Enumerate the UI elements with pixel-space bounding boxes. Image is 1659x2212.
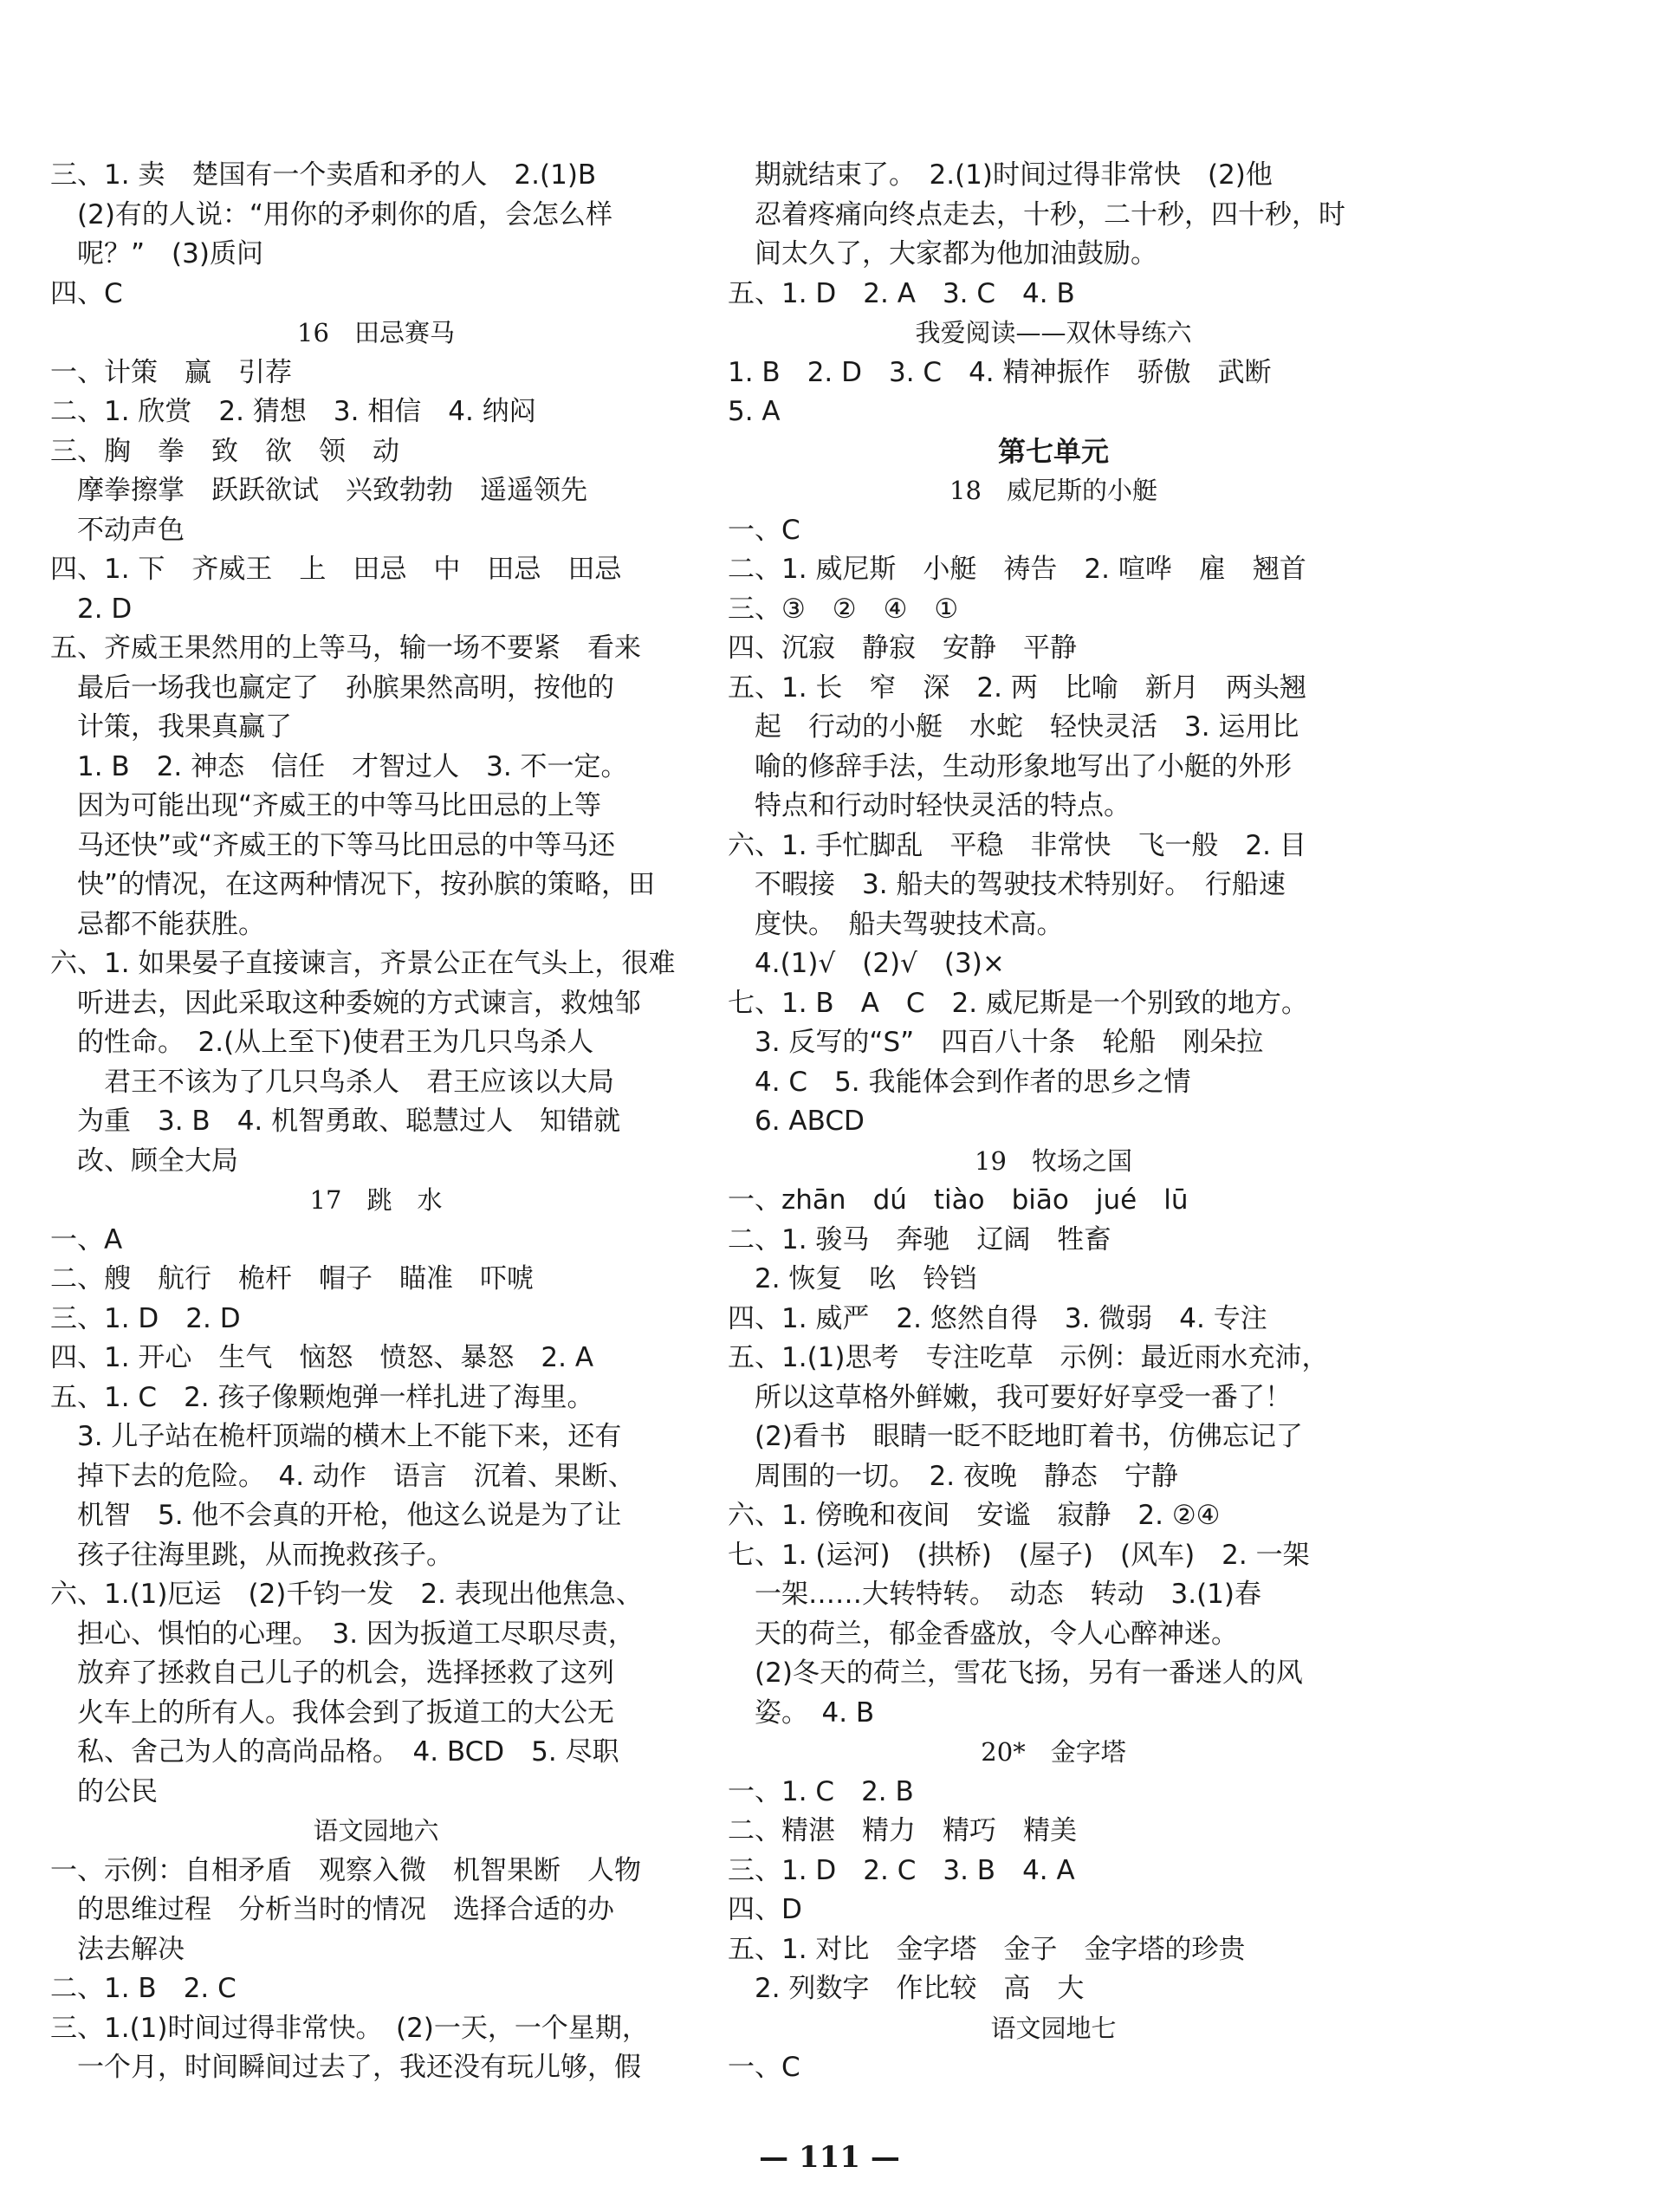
- answer-line: 放弃了拯救自己儿子的机会，选择拯救了这列: [50, 1657, 614, 1689]
- answer-line: 5. A: [728, 396, 781, 427]
- answer-line: 二、1. 骏马 奔驰 辽阔 牲畜: [728, 1223, 1111, 1255]
- answer-line: 二、艘 航行 桅杆 帽子 瞄准 吓唬: [50, 1263, 534, 1294]
- answer-line: 周围的一切。 2. 夜晚 静态 宁静: [728, 1460, 1178, 1492]
- answer-line: 六、1. 手忙脚乱 平稳 非常快 飞一般 2. 目: [728, 829, 1306, 861]
- answer-line: 六、1.(1)厄运 (2)千钧一发 2. 表现出他焦急、: [50, 1579, 643, 1610]
- answer-line: 一、C: [728, 514, 800, 546]
- answer-line: 三、1. D 2. D: [50, 1302, 241, 1334]
- answer-line: 计策，我果真赢了: [50, 711, 292, 743]
- answer-line: 四、D: [728, 1894, 802, 1925]
- answer-line: 一个月，时间瞬间过去了，我还没有玩儿够，假: [50, 2052, 641, 2083]
- left-column: [50, 156, 702, 2088]
- answer-line: 因为可能出现“齐威王的中等马比田忌的上等: [50, 790, 602, 821]
- section-heading: 16 田忌赛马: [297, 318, 455, 347]
- answer-line: 不暇接 3. 船夫的驾驶技术特别好。 行船速: [728, 869, 1286, 900]
- answer-line: 呢？” (3)质问: [50, 238, 263, 269]
- answer-line: 一架……大转特转。 动态 转动 3.(1)春: [728, 1579, 1261, 1610]
- answer-line: 2. 恢复 吆 铃铛: [728, 1263, 977, 1294]
- answer-line: 2. 列数字 作比较 高 大: [728, 1973, 1085, 2004]
- answer-line: 五、齐威王果然用的上等马，输一场不要紧 看来: [50, 632, 641, 664]
- answer-line: 特点和行动时轻快灵活的特点。: [728, 790, 1131, 821]
- answer-line: 法去解决: [50, 1933, 185, 1965]
- answer-line: 六、1. 如果晏子直接谏言，齐景公正在气头上，很难: [50, 948, 676, 979]
- answer-line: 担心、惧怕的心理。 3. 因为扳道工尽职尽责，: [50, 1618, 635, 1650]
- answer-line: 四、沉寂 静寂 安静 平静: [728, 632, 1077, 664]
- answer-line: 不动声色: [50, 514, 185, 546]
- answer-line: 姿。 4. B: [728, 1696, 875, 1729]
- answer-line: 三、胸 拳 致 欲 领 动: [50, 435, 399, 467]
- answer-line: 3. 反写的“S” 四百八十条 轮船 刚朵拉: [728, 1027, 1264, 1058]
- answer-line: 喻的修辞手法，生动形象地写出了小艇的外形: [728, 750, 1292, 782]
- answer-line: 五、1. C 2. 孩子像颗炮弹一样扎进了海里。: [50, 1381, 594, 1413]
- answer-line: 私、舍己为人的高尚品格。 4. BCD 5. 尽职: [50, 1736, 619, 1768]
- answer-line: 忍着疼痛向终点走去，十秒，二十秒，四十秒，时: [728, 198, 1345, 230]
- answer-line: 2. D: [50, 593, 133, 625]
- answer-line: 4.(1)√ (2)√ (3)×: [728, 948, 1005, 979]
- right-column: [728, 156, 1379, 2088]
- answer-line: 6. ABCD: [728, 1106, 865, 1137]
- answer-line: 一、1. C 2. B: [728, 1775, 914, 1807]
- answer-line: 4. C 5. 我能体会到作者的思乡之情: [728, 1066, 1191, 1098]
- answer-line: 的公民: [50, 1775, 158, 1807]
- section-heading: 19 牧场之国: [975, 1145, 1132, 1176]
- answer-line: (2)冬天的荷兰，雪花飞扬，另有一番迷人的风: [728, 1657, 1303, 1689]
- answer-line: 掉下去的危险。 4. 动作 语言 沉着、果断、: [50, 1460, 635, 1492]
- answer-line: 五、1. D 2. A 3. C 4. B: [728, 277, 1075, 309]
- answer-line: 火车上的所有人。我体会到了扳道工的大公无: [50, 1696, 614, 1729]
- answer-line: 听进去，因此采取这种委婉的方式谏言，救烛邹: [50, 987, 641, 1019]
- answer-line: 改、顾全大局: [50, 1145, 238, 1177]
- answer-line: 天的荷兰，郁金香盛放，令人心醉神迷。: [728, 1618, 1238, 1650]
- section-heading: 语文园地六: [313, 1816, 439, 1845]
- answer-line: 1. B 2. D 3. C 4. 精神振作 骄傲 武断: [728, 356, 1272, 388]
- answer-line: 快”的情况，在这两种情况下，按孙膑的策略，田: [50, 869, 656, 900]
- page-number: — 111 —: [759, 2140, 900, 2175]
- answer-line: 四、C: [50, 277, 123, 309]
- answer-line: 君王不该为了几只鸟杀人 君王应该以大局: [50, 1066, 614, 1098]
- answer-line: 七、1. (运河) (拱桥) (屋子) (风车) 2. 一架: [728, 1539, 1310, 1571]
- answer-line: 忌都不能获胜。: [50, 908, 265, 940]
- answer-line: 一、计策 赢 引荐: [50, 356, 292, 388]
- answer-line: 孩子往海里跳，从而挽救孩子。: [50, 1539, 453, 1571]
- answer-line: 七、1. B A C 2. 威尼斯是一个别致的地方。: [728, 987, 1308, 1019]
- unit-title: 第七单元: [997, 434, 1109, 468]
- answer-line: 间太久了，大家都为他加油鼓励。: [728, 238, 1157, 269]
- answer-line: 四、1. 下 齐威王 上 田忌 中 田忌 田忌: [50, 554, 622, 585]
- answer-line: 二、1. 欣赏 2. 猜想 3. 相信 4. 纳闷: [50, 396, 536, 427]
- answer-line: 三、③ ② ④ ①: [728, 593, 959, 625]
- answer-line: 摩拳擦掌 跃跃欲试 兴致勃勃 遥遥领先: [50, 475, 587, 506]
- answer-line: 起 行动的小艇 水蛇 轻快灵活 3. 运用比: [728, 711, 1299, 743]
- answer-line: 一、A: [50, 1223, 123, 1255]
- answer-line: 的思维过程 分析当时的情况 选择合适的办: [50, 1894, 614, 1925]
- answer-line: 五、1.(1)思考 专注吃草 示例：最近雨水充沛，: [728, 1342, 1329, 1373]
- answer-line: 三、1. D 2. C 3. B 4. A: [728, 1854, 1075, 1886]
- answer-line: 四、1. 威严 2. 悠然自得 3. 微弱 4. 专注: [728, 1302, 1267, 1334]
- section-heading: 我爱阅读——双休导练六: [915, 318, 1192, 347]
- section-heading: 17 跳 水: [309, 1185, 443, 1215]
- answer-line: 1. B 2. 神态 信任 才智过人 3. 不一定。: [50, 750, 628, 782]
- answer-line: 四、1. 开心 生气 恼怒 愤怒、暴怒 2. A: [50, 1342, 594, 1373]
- answer-line: 的性命。 2.(从上至下)使君王为几只鸟杀人: [50, 1027, 594, 1058]
- answer-line: (2)有的人说：“用你的矛刺你的盾，会怎么样: [50, 198, 612, 230]
- answer-line: 五、1. 对比 金字塔 金子 金字塔的珍贵: [728, 1933, 1246, 1965]
- answer-line: 3. 儿子站在桅杆顶端的横木上不能下来，还有: [50, 1421, 622, 1452]
- answer-line: 度快。 船夫驾驶技术高。: [728, 908, 1064, 940]
- answer-line: 二、1. B 2. C: [50, 1973, 237, 2004]
- answer-line: 三、1.(1)时间过得非常快。 (2)一天，一个星期，: [50, 2012, 649, 2044]
- answer-line: 六、1. 傍晚和夜间 安谧 寂静 2. ②④: [728, 1500, 1221, 1531]
- answer-line: 一、C: [728, 2052, 800, 2083]
- answer-line: 三、1. 卖 楚国有一个卖盾和矛的人 2.(1)B: [50, 159, 597, 191]
- answer-line: 二、1. 威尼斯 小艇 祷告 2. 喧哗 雇 翘首: [728, 554, 1306, 585]
- section-heading: 语文园地七: [990, 2013, 1117, 2043]
- answer-line: 五、1. 长 窄 深 2. 两 比喻 新月 两头翘: [728, 671, 1306, 704]
- answer-line: 所以这草格外鲜嫩，我可要好好享受一番了！: [728, 1381, 1292, 1413]
- answer-line: 最后一场我也赢定了 孙膑果然高明，按他的: [50, 671, 614, 704]
- answer-line: 为重 3. B 4. 机智勇敢、聪慧过人 知错就: [50, 1106, 621, 1137]
- answer-line: 一、zhān dú tiào biāo jué lū: [728, 1184, 1189, 1216]
- answer-line: 期就结束了。 2.(1)时间过得非常快 (2)他: [728, 159, 1273, 191]
- answer-line: 二、精湛 精力 精巧 精美: [728, 1815, 1077, 1846]
- section-heading: 18 威尼斯的小艇: [949, 476, 1157, 505]
- section-heading: 20* 金字塔: [981, 1737, 1126, 1767]
- answer-line: 机智 5. 他不会真的开枪，他这么说是为了让: [50, 1500, 622, 1531]
- answer-line: 马还快”或“齐威王的下等马比田忌的中等马还: [50, 829, 616, 861]
- answer-line: 一、示例：自相矛盾 观察入微 机智果断 人物: [50, 1854, 641, 1886]
- answer-line: (2)看书 眼睛一眨不眨地盯着书，仿佛忘记了: [728, 1421, 1303, 1452]
